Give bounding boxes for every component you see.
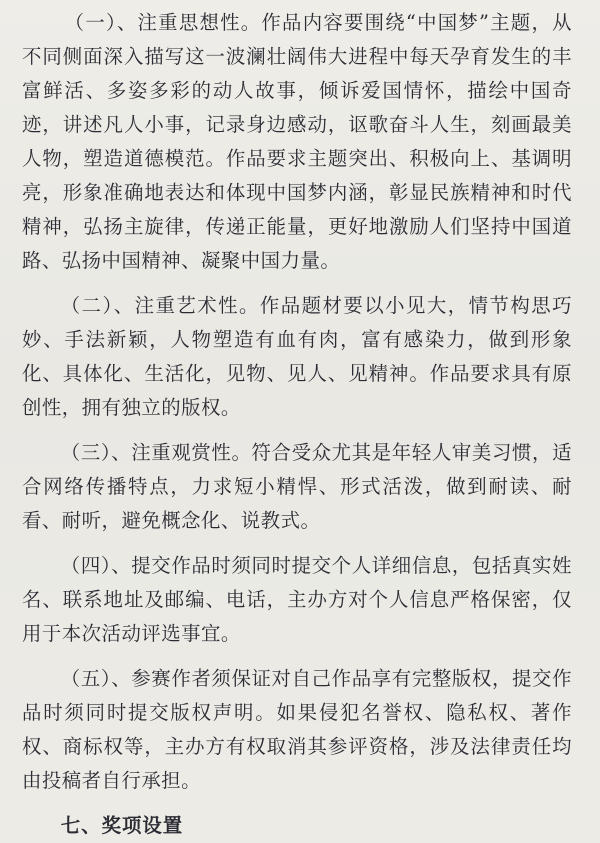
paragraph-artistic: （二）、注重艺术性。作品题材要以小见大，情节构思巧妙、手法新颖，人物塑造有血有肉，富有感染力，做到形象化、具体化、生活化，见物、见人、见精神。作品要求具有原创性，拥有独立的版权。 — [22, 294, 572, 419]
paragraph-copyright: （五）、参赛作者须保证对自己作品享有完整版权，提交作品时须同时提交版权声明。如果侵犯名誉权、隐私权、著作权、商标权等，主办方有权取消其参评资格，涉及法律责任均由投稿者自行承担。 — [22, 667, 572, 792]
paragraph-personal-info: （四）、提交作品时须同时提交个人详细信息，包括真实姓名、联系地址及邮编、电话，主办方对个人信息严格保密，仅用于本次活动评选事宜。 — [22, 554, 572, 645]
section-heading-awards: 七、奖项设置 — [60, 814, 184, 837]
paragraph-viewability: （三）、注重观赏性。符合受众尤其是年轻人审美习惯，适合网络传播特点，力求短小精悍、形式活泼，做到耐读、耐看、耐听，避免概念化、说教式。 — [22, 441, 572, 532]
paragraph-ideological: （一）、注重思想性。作品内容要围绕“中国梦”主题，从不同侧面深入描写这一波澜壮阔伟大进程中每天孕育发生的丰富鲜活、多姿多彩的动人故事，倾诉爱国情怀，描绘中国奇迹，讲述凡人小事，记录身边感动，讴歌奋斗人生，刻画最美人物，塑造道德模范。作品要求主题突出、积极向上、基调明亮，形象准确地表达和体现中国梦内涵，彰显民族精神和时代精神，弘扬主旋律，传递正能量，更好地激励人们坚持中国道路、弘扬中国精神、凝聚中国力量。 — [22, 11, 572, 272]
